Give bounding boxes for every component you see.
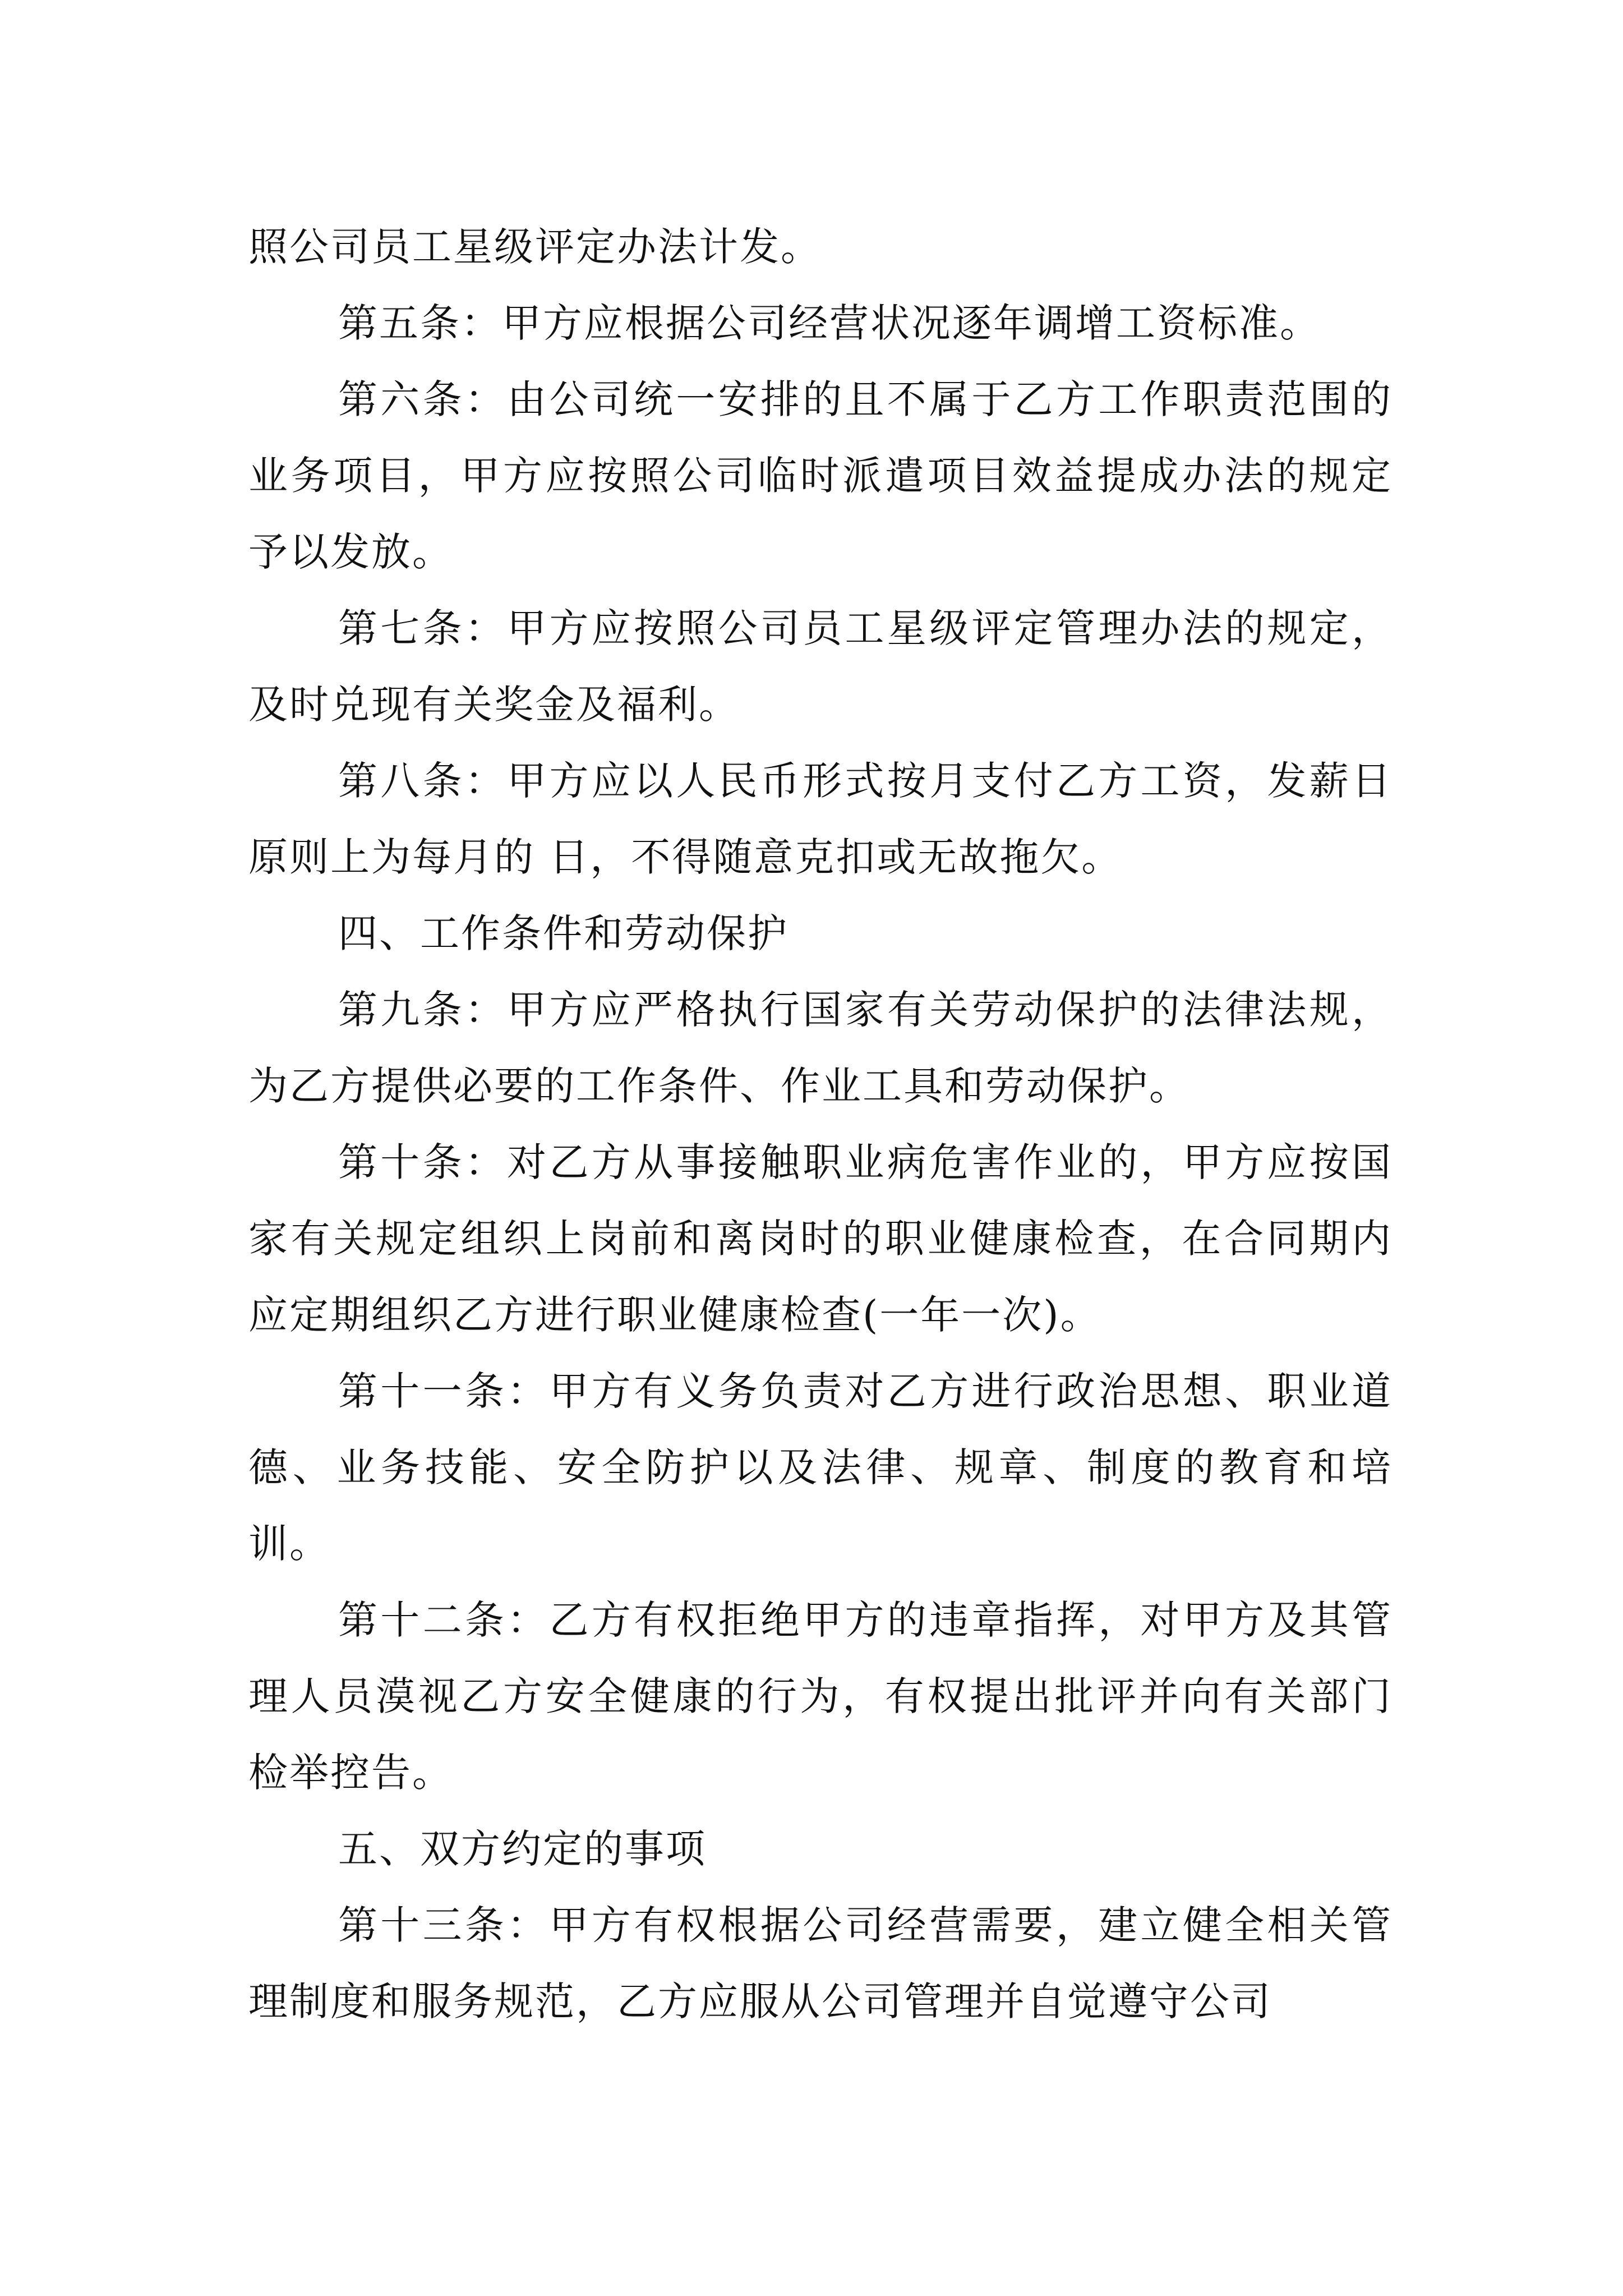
paragraph-article-5: 第五条：甲方应根据公司经营状况逐年调增工资标准。	[338, 300, 1321, 346]
paragraph-article-9: 第九条：甲方应严格执行国家有关劳动保护的法律法规，为乙方提供必要的工作条件、作业工具和劳动保护。	[248, 987, 1393, 1109]
paragraph-continuation: 照公司员工星级评定办法计发。	[248, 224, 822, 270]
document-body	[248, 209, 1393, 2040]
paragraph-article-10: 第十条：对乙方从事接触职业病危害作业的，甲方应按国家有关规定组织上岗前和离岗时的职业健康检查，在合同期内应定期组织乙方进行职业健康检查(一年一次)。	[248, 1139, 1393, 1338]
paragraph-article-6: 第六条：由公司统一安排的且不属于乙方工作职责范围的业务项目，甲方应按照公司临时派遣项目效益提成办法的规定予以发放。	[248, 376, 1393, 575]
section-heading-4: 四、工作条件和劳动保护	[338, 910, 789, 956]
paragraph-article-8: 第八条：甲方应以人民币形式按月支付乙方工资，发薪日原则上为每月的 日，不得随意克扣或无故拖欠。	[248, 758, 1393, 880]
paragraph-article-7: 第七条：甲方应按照公司员工星级评定管理办法的规定，及时兑现有关奖金及福利。	[248, 605, 1393, 728]
section-heading-5: 五、双方约定的事项	[338, 1826, 707, 1872]
paragraph-article-13: 第十三条：甲方有权根据公司经营需要，建立健全相关管理制度和服务规范，乙方应服从公司管理并自觉遵守公司	[248, 1902, 1393, 2024]
paragraph-article-11: 第十一条：甲方有义务负责对乙方进行政治思想、职业道德、业务技能、安全防护以及法律、规章、制度的教育和培训。	[248, 1368, 1393, 1567]
paragraph-article-12: 第十二条：乙方有权拒绝甲方的违章指挥，对甲方及其管理人员漠视乙方安全健康的行为，有权提出批评并向有关部门检举控告。	[248, 1597, 1393, 1796]
